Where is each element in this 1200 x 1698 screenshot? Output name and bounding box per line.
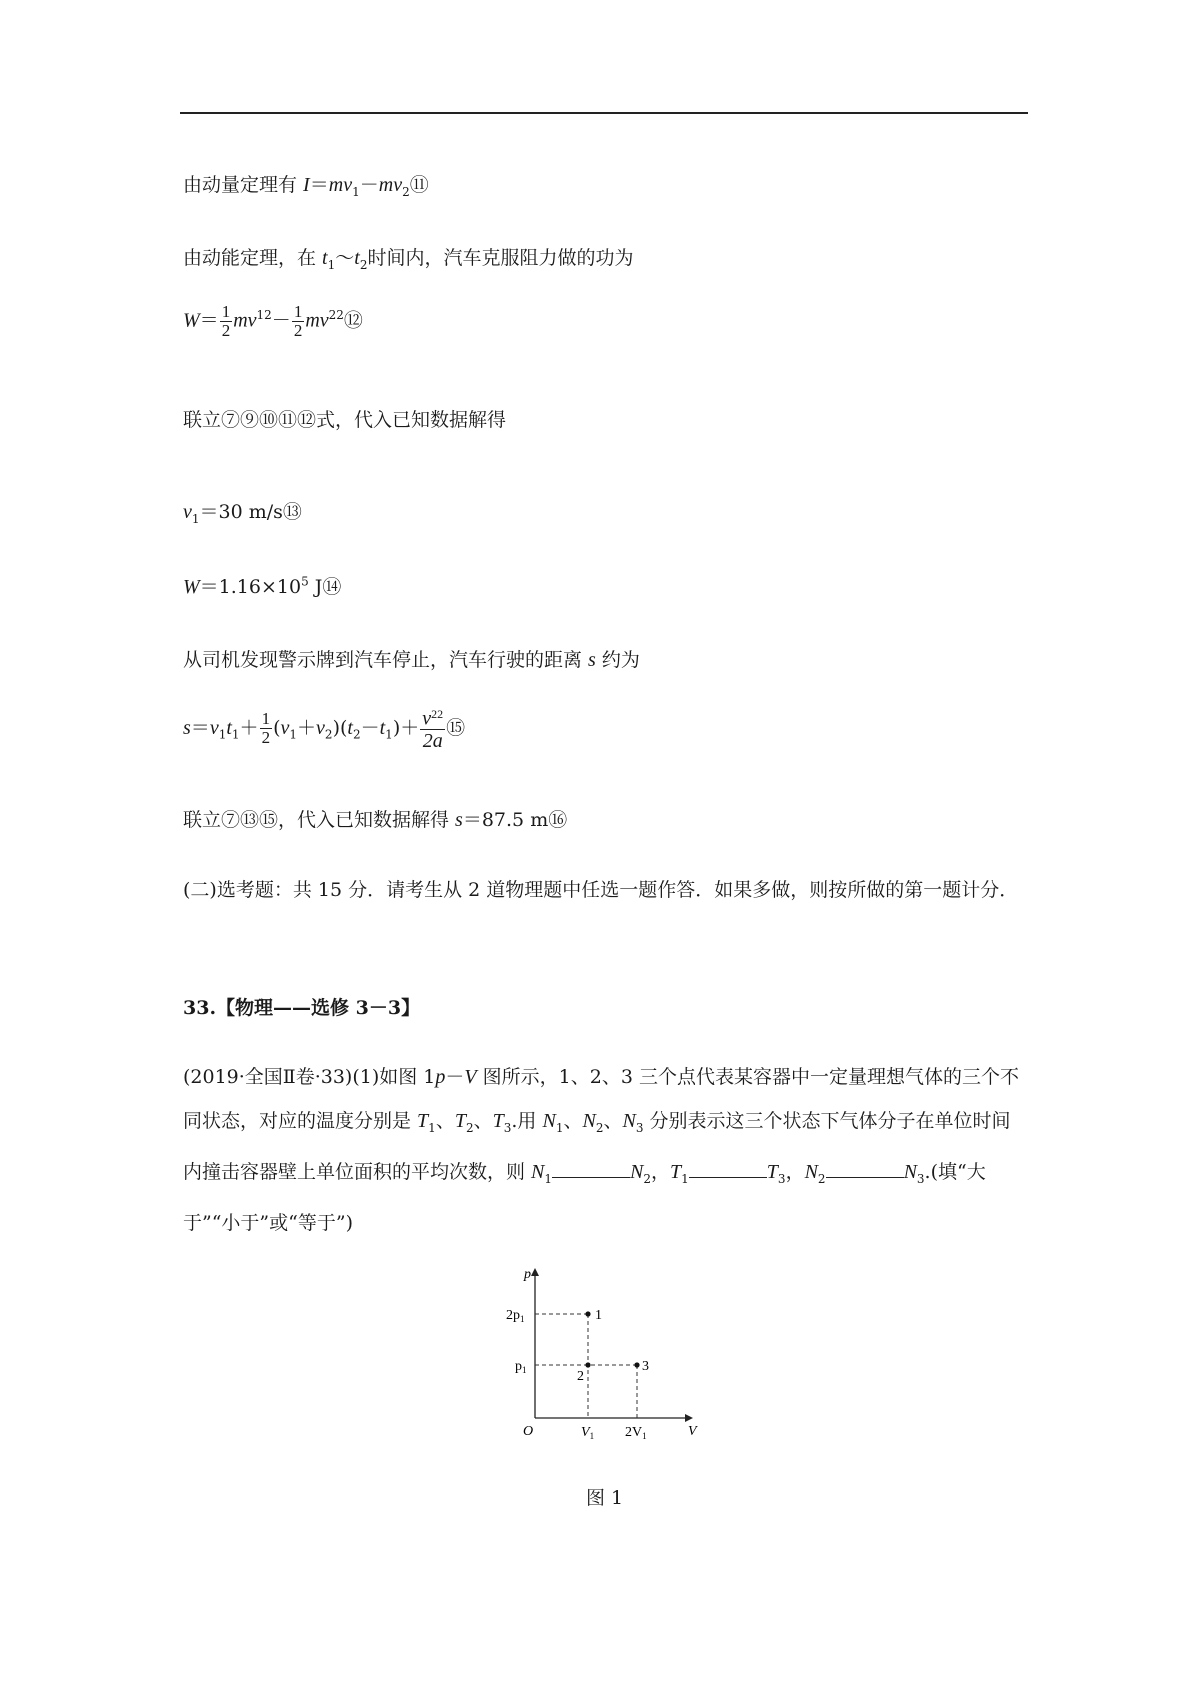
pv-diagram <box>505 1262 705 1442</box>
equation-distance: $s=v_1t_1+$ $\frac{1}{2}$ $(v_1+v_2)(t_2-t_1)+$ $\frac{v^{22}}{2a}⑮$ <box>183 707 466 752</box>
answer-blank-2[interactable] <box>689 1159 767 1178</box>
header-rule <box>180 112 1028 114</box>
answer-blank-3[interactable] <box>826 1159 904 1178</box>
point-label-1: 1 <box>595 1308 602 1323</box>
point-label-2: 2 <box>577 1369 584 1384</box>
v-axis-arrow <box>685 1414 693 1422</box>
equation-impulse: 由动量定理有 $I=mv_1-mv_2⑪$ <box>183 174 429 199</box>
state-point-2 <box>585 1362 590 1367</box>
state-point-3 <box>634 1362 639 1367</box>
fraction-v2-over-2a: $\frac{v^{22}}{2a}$ <box>422 707 444 752</box>
axis-label-v: V <box>688 1424 697 1439</box>
point-label-3: 3 <box>642 1359 649 1374</box>
fraction-half: $\frac{1}{2}$ <box>293 302 303 340</box>
equation-work: W＝ $\frac{1}{2}$ $mv^{12}-$ $\frac{1}{2}$ $mv^{22}⑫$ <box>183 302 363 340</box>
text-work-energy: 由动能定理，在 $t_1\sim t_2$时间内，汽车克服阻力做的功为 <box>183 247 634 272</box>
section-optional-note: (二)选考题：共 15 分．请考生从 2 道物理题中任选一题作答．如果多做，则按所做的第一题计分． <box>183 879 1019 901</box>
tick-label-2v1: $2V_1$ <box>625 1425 647 1441</box>
equation-v1: $v_1=30$ m/s⑬ <box>183 501 302 526</box>
fraction-half: $\frac{1}{2}$ <box>261 709 271 748</box>
tick-label-2p1: $2p_1$ <box>506 1308 525 1324</box>
question-33-text: (2019·全国Ⅱ卷·33)(1)如图 1p－V 图所示，1、2、3 三个点代表某容器中一定量理想气体的三个不同状态，对应的温度分别是 $T_1$、$T_2$、$T_3$.用 $N_1$、$N_2$、$N_3$ 分别表示这三个状态下气体分子在单位时间内撞击容器壁上单位面积的平均次数，则 $N_1$ $N_2$，$T_1$ $T_3$，$N_2$ $N_3$.(填“大于”“小于”或“等于”) <box>183 1066 1019 1234</box>
answer-blank-1[interactable] <box>552 1159 630 1178</box>
fraction-half: $\frac{1}{2}$ <box>221 302 231 340</box>
question-heading: 33.【物理——选修 3－3】 <box>183 997 421 1019</box>
text-distance: 从司机发现警示牌到汽车停止，汽车行驶的距离 s 约为 <box>183 649 640 671</box>
axis-label-p: p <box>524 1267 531 1282</box>
text-combine-1: 联立⑦⑨⑩⑪⑫式，代入已知数据解得 <box>183 409 507 431</box>
p-axis-arrow <box>531 1268 539 1276</box>
origin-label: O <box>523 1424 534 1439</box>
tick-label-v1: $V_1$ <box>581 1425 595 1441</box>
figure-caption: 图 1 <box>586 1487 624 1509</box>
state-point-1 <box>585 1311 590 1316</box>
tick-label-p1: $p_1$ <box>515 1359 527 1375</box>
equation-w-value: $W=1.16\times 10^5$ J⑭ <box>183 574 342 598</box>
equation-s-value: 联立⑦⑬⑮，代入已知数据解得 s＝87.5 m⑯ <box>183 809 568 831</box>
